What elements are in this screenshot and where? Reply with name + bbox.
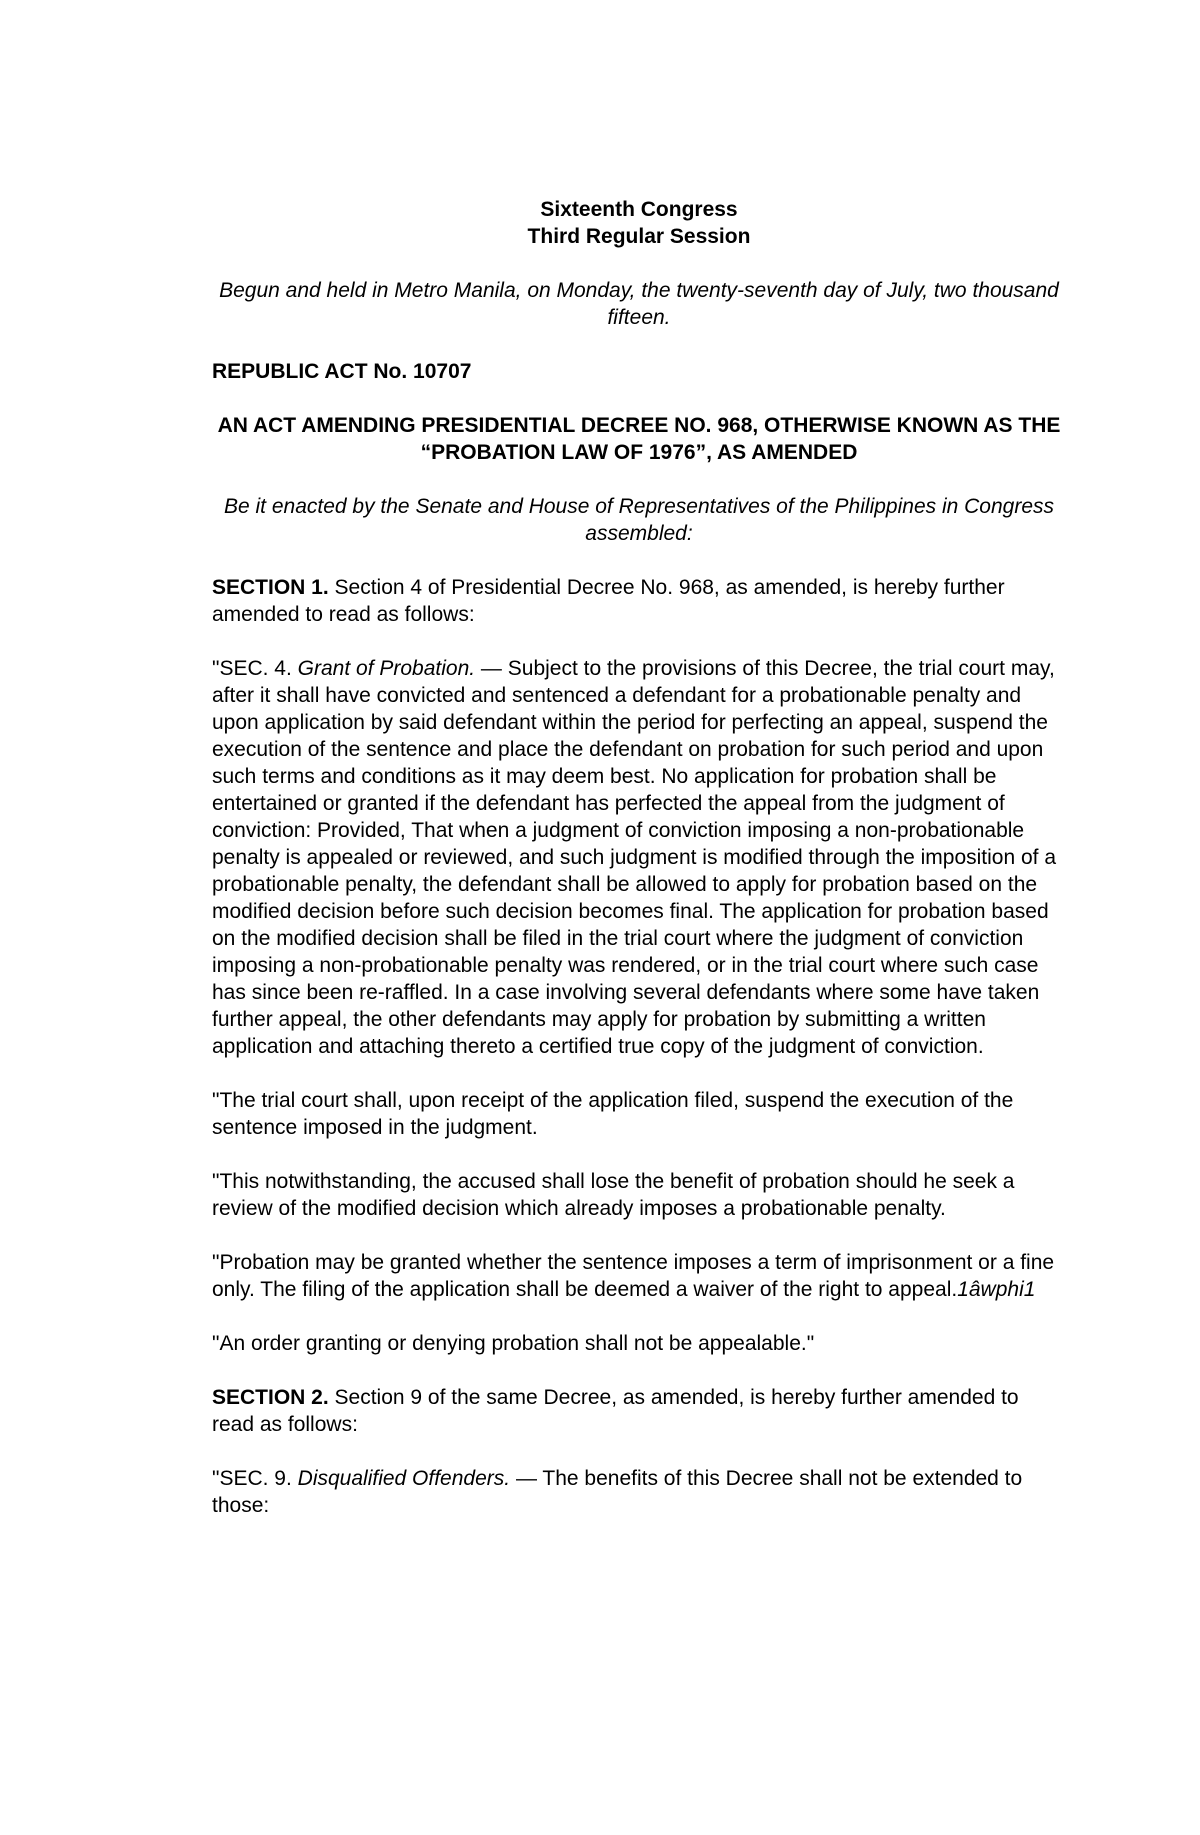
watermark-mark: 1âwphi1 (957, 1278, 1036, 1301)
document-page (212, 196, 1066, 1519)
section-1-text: Section 4 of Presidential Decree No. 968, as amended, is hereby further amended to read as follows: (212, 576, 1005, 626)
section-1-label: SECTION 1. (212, 576, 329, 599)
act-number: REPUBLIC ACT No. 10707 (212, 360, 472, 383)
act-title: AN ACT AMENDING PRESIDENTIAL DECREE NO. 968, OTHERWISE KNOWN AS THE “PROBATION LAW OF 1976”, AS AMENDED (217, 414, 1061, 464)
sec-4-paragraph-5: "An order granting or denying probation shall not be appealable." (212, 1332, 815, 1355)
enacting-clause: Be it enacted by the Senate and House of Representatives of the Philippines in Congress assembled: (223, 495, 1055, 545)
sec-9-body: — The benefits of this Decree shall not be extended to those: (212, 1467, 1023, 1517)
sec-4-paragraph-3: "This notwithstanding, the accused shall lose the benefit of probation should he seek a review of the modified decision which already imposes a probationable penalty. (212, 1170, 1015, 1220)
sec-4-paragraph-1 (212, 655, 1066, 1060)
section-2 (212, 1384, 1066, 1438)
congress-title: Sixteenth Congress (540, 198, 738, 221)
sec-9-heading: Disqualified Offenders. (297, 1467, 511, 1490)
sec-4-paragraph-4 (212, 1249, 1066, 1303)
sec-4-paragraph-4-text: "Probation may be granted whether the sentence imposes a term of imprisonment or a fine only. The filing of the application shall be deemed a waiver of the right to appeal. (212, 1251, 1055, 1301)
sec-9-paragraph (212, 1465, 1066, 1519)
section-1 (212, 574, 1066, 628)
section-2-text: Section 9 of the same Decree, as amended, is hereby further amended to read as follows: (212, 1386, 1019, 1436)
sec-4-prefix: "SEC. 4. (212, 657, 298, 680)
session-title: Third Regular Session (527, 225, 751, 248)
sec-9-prefix: "SEC. 9. (212, 1467, 298, 1490)
sec-4-body: — Subject to the provisions of this Decree, the trial court may, after it shall have convicted and sentenced a defendant for a probationable penalty and upon application by said defendant within the period for perfecting an appeal, suspend the execution of the sentence and place the defendant on probation for such period and upon such terms and conditions as it may deem best. No application for probation shall be entertained or granted if the defendant has perfected the appeal from the judgment of conviction: Provided, That when a judgment of conviction imposing a non-probationable penalty is appealed or reviewed, and such judgment is modified through the imposition of a probationable penalty, the defendant shall be allowed to apply for probation based on the modified decision before such decision becomes final. The application for probation based on the modified decision shall be filed in the trial court where the judgment of conviction imposing a non-probationable penalty was rendered, or in the trial court where such case has since been re-raffled. In a case involving several defendants where some have taken further appeal, the other defendants may apply for probation by submitting a written application and attaching thereto a certified true copy of the judgment of conviction. (212, 657, 1057, 1058)
section-2-label: SECTION 2. (212, 1386, 329, 1409)
begun-statement: Begun and held in Metro Manila, on Monday, the twenty-seventh day of July, two thousand fifteen. (219, 279, 1059, 329)
sec-4-paragraph-2: "The trial court shall, upon receipt of the application filed, suspend the execution of the sentence imposed in the judgment. (212, 1089, 1014, 1139)
sec-4-heading: Grant of Probation. (297, 657, 476, 680)
